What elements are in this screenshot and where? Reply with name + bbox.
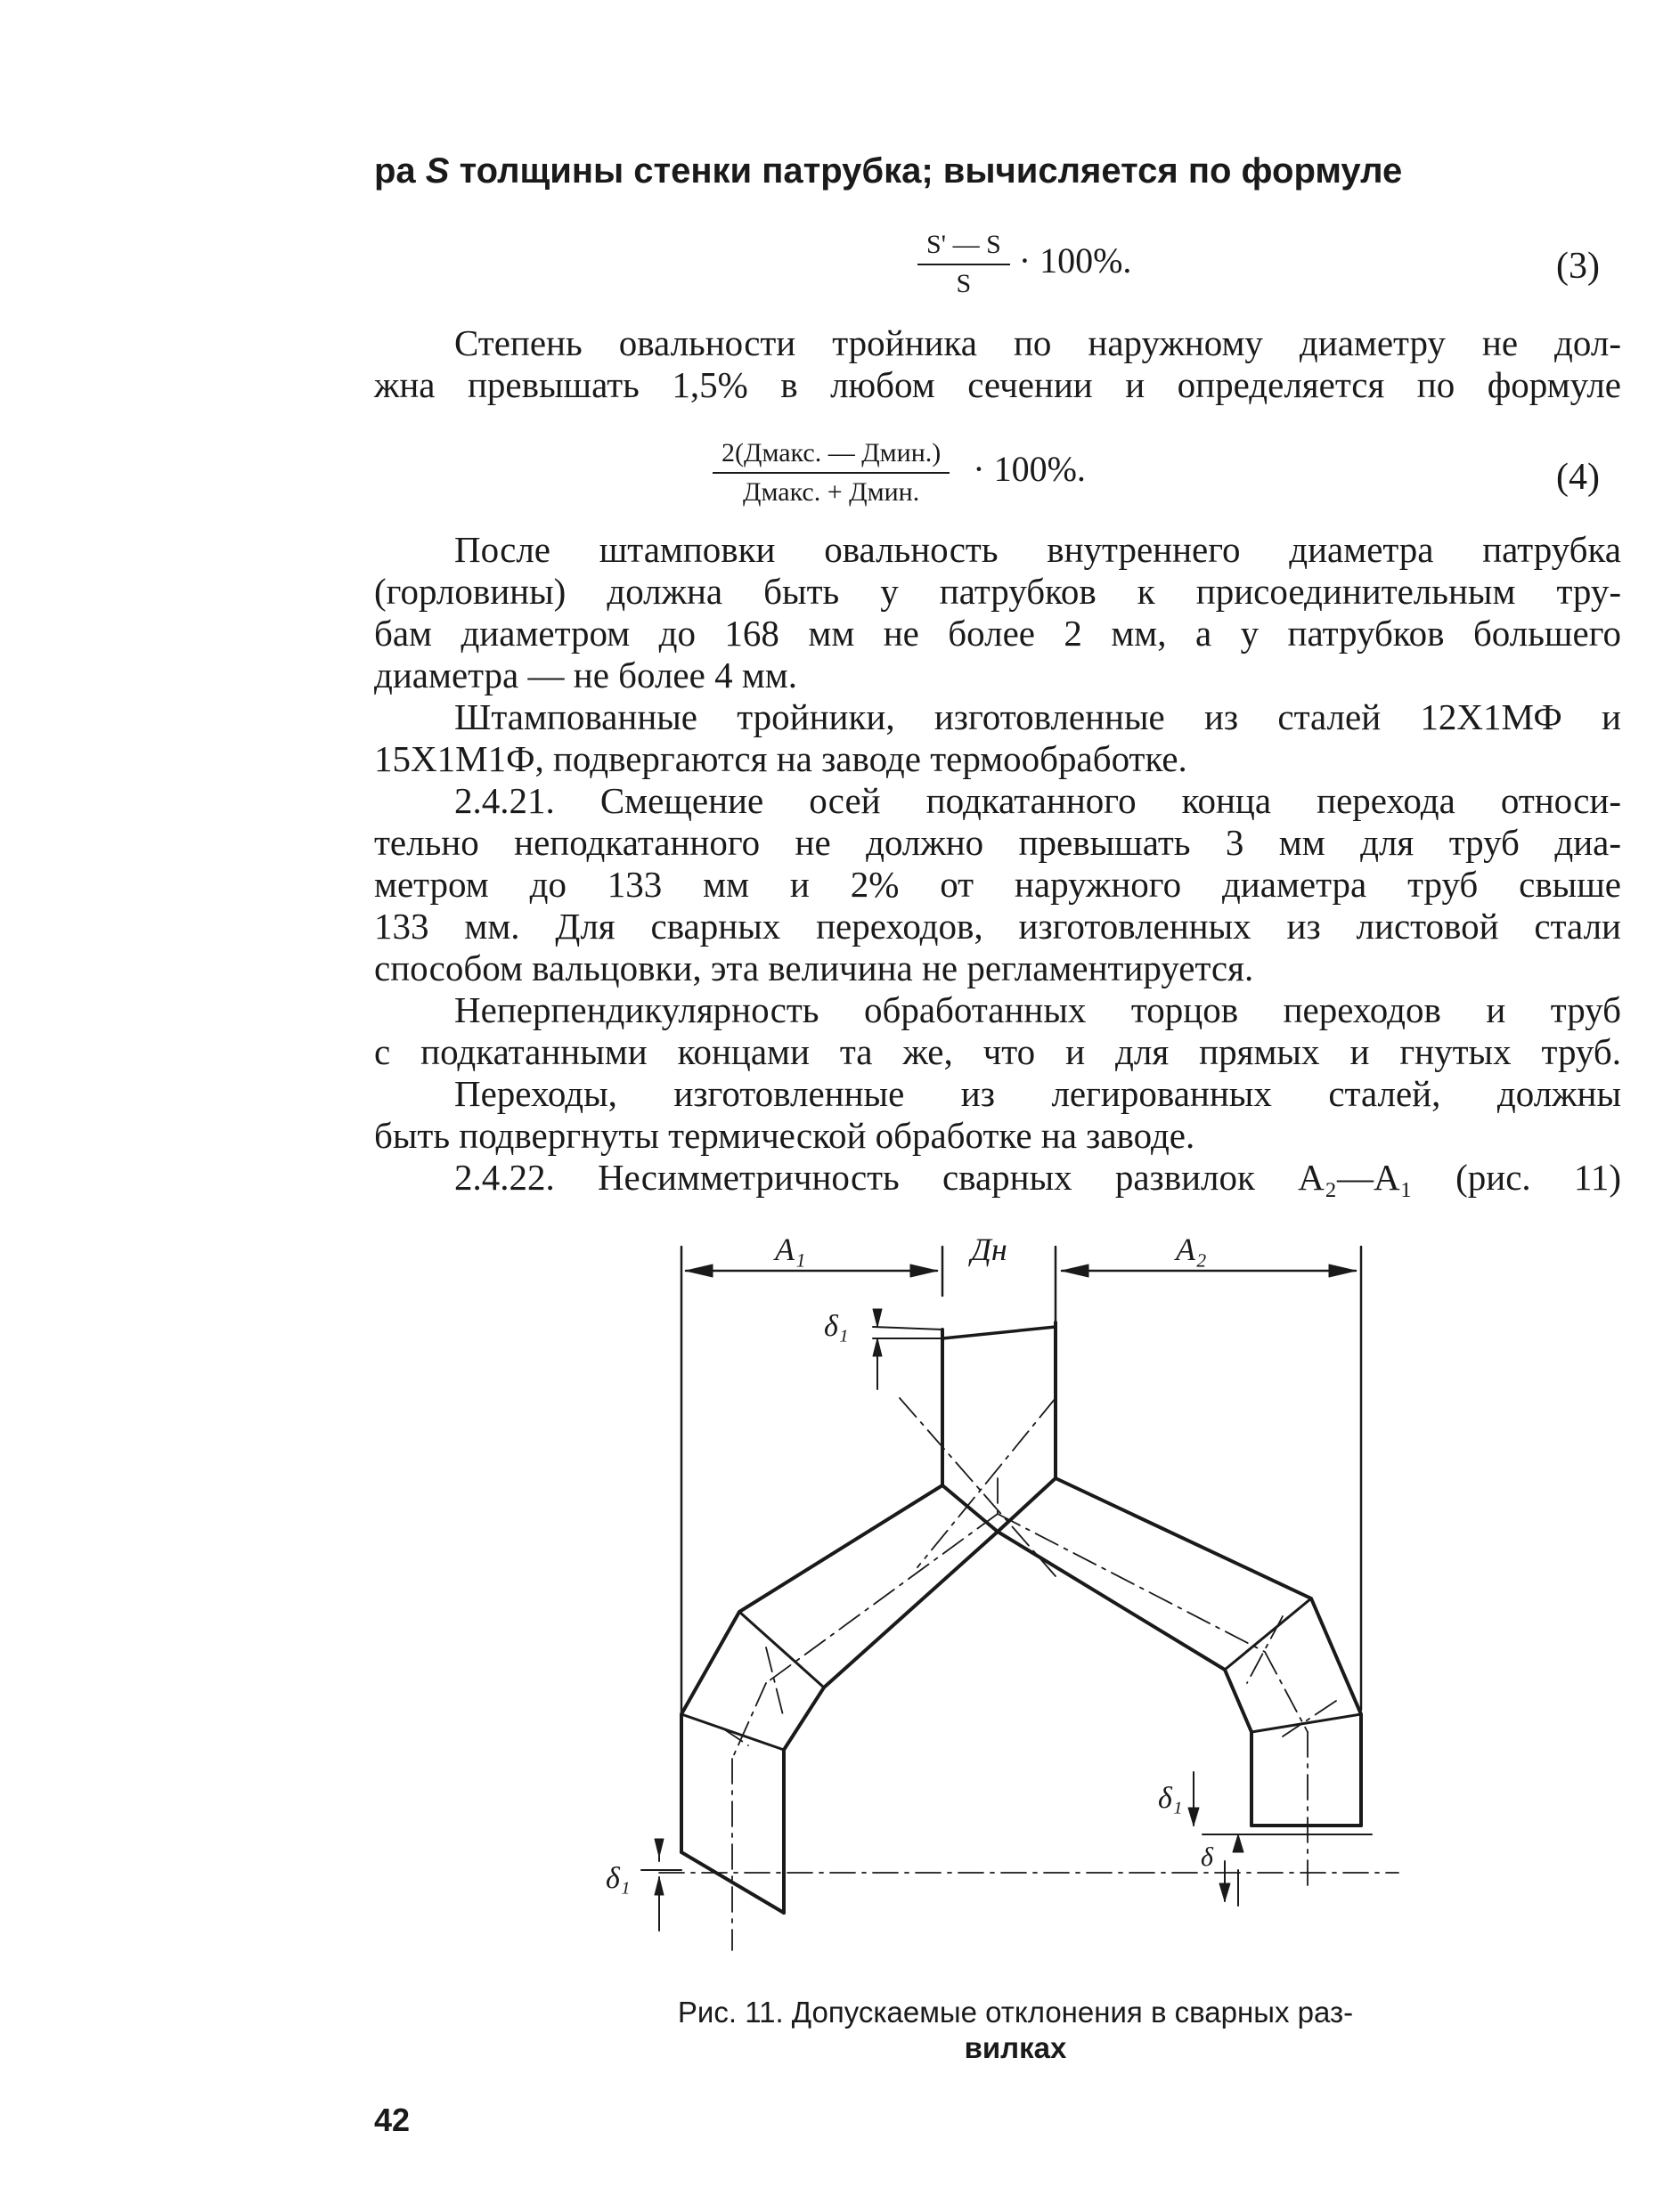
arrow-icon [1188,1808,1199,1826]
text-line-17: Переходы, изготовленные из легированных сталей, должны [454,1073,1621,1114]
text-line-6: бам диаметром до 168 мм не более 2 мм, а у патрубков большего [374,613,1621,654]
label-delta1-right: δ₁ [1158,1782,1183,1815]
text-line-14: способом вальцовки, эта величина не регламентируется. [374,947,1254,988]
formula-4-number: (4) [1556,457,1600,498]
figure-caption-line-2: вилках [964,2031,1067,2064]
text-line-10: 2.4.21. Смещение осей подкатанного конца перехода относи- [454,780,1621,821]
label-a1: A₁ [775,1232,806,1267]
label-delta1-left: δ₁ [606,1862,631,1895]
label-dn: Дн [971,1232,1007,1267]
text-line-8: Штампованные тройники, изготовленные из сталей 12Х1МФ и [454,696,1621,737]
left-joint-2 [681,1714,784,1750]
arrow-icon [686,1265,713,1277]
arrow-icon [1062,1265,1088,1277]
formula-3-tail: · 100%. [1018,240,1132,281]
text-line-1: ра S толщины стенки патрубка; вычисляется по формуле [374,151,1403,191]
text-line-11: тельно неподкатанного не должно превышать 3 мм для труб диа- [374,822,1621,863]
text-line-15: Неперпендикулярность обработанных торцов переходов и труб [454,989,1621,1030]
arrow-icon [910,1265,937,1277]
text-line-9: 15Х1М1Ф, подвергаются на заводе термообработке. [374,738,1187,779]
top-pipe-end [942,1327,1056,1338]
text-line-5: (горловины) должна быть у патрубков к присоединительным тру- [374,571,1621,612]
figure-caption-line-1: Рис. 11. Допускаемые отклонения в сварных раз- [677,1996,1354,2029]
label-a2: A₂ [1176,1232,1207,1267]
page-number: 42 [374,2102,411,2138]
text-line-3: жна превышать 1,5% в любом сечении и определяется по формуле [374,364,1621,405]
formula-4-tail: · 100%. [973,449,1086,490]
arrow-icon [873,1338,882,1356]
delta-top-ext [873,1327,942,1330]
arrow-icon [1233,1834,1243,1852]
left-branch-outer [681,1485,942,1852]
formula-4-numerator: 2(Дмакс. — Дмин.) [713,438,950,474]
label-delta1-top: δ₁ [824,1310,849,1343]
text-line-7: диаметра — не более 4 мм. [374,655,797,695]
arrow-icon [873,1309,882,1327]
label-delta: δ [1201,1842,1213,1872]
formula-3-denominator: S [956,269,972,298]
left-branch-inner [784,1485,998,1913]
formula-3-number: (3) [1556,246,1600,287]
arrow-icon [1219,1883,1230,1901]
text-line-16: с подкатанными концами та же, что и для прямых и гнутых труб. [374,1031,1621,1072]
right-branch-outer [1056,1478,1361,1826]
text-line-12: метром до 133 мм и 2% от наружного диаметра труб свыше [374,864,1621,905]
arrow-icon [1329,1265,1356,1277]
text-line-13: 133 мм. Для сварных переходов, изготовленных из листовой стали [374,906,1621,947]
text-line-18: быть подвергнуты термической обработке на заводе. [374,1115,1195,1156]
text-line-19: 2.4.22. Несимметричность сварных развилок А₂—А₁ (рис. 11) [454,1157,1621,1198]
text-line-2: Степень овальности тройника по наружному диаметру не дол- [454,322,1621,363]
arrow-icon [655,1839,664,1857]
formula-4-denominator: Дмакс. + Дмин. [743,477,920,507]
right-branch-inner [998,1532,1251,1826]
text-line-4: После штамповки овальность внутреннего диаметра патрубка [454,529,1621,570]
formula-3-numerator: S' — S [917,230,1010,265]
arrow-icon [655,1877,664,1895]
